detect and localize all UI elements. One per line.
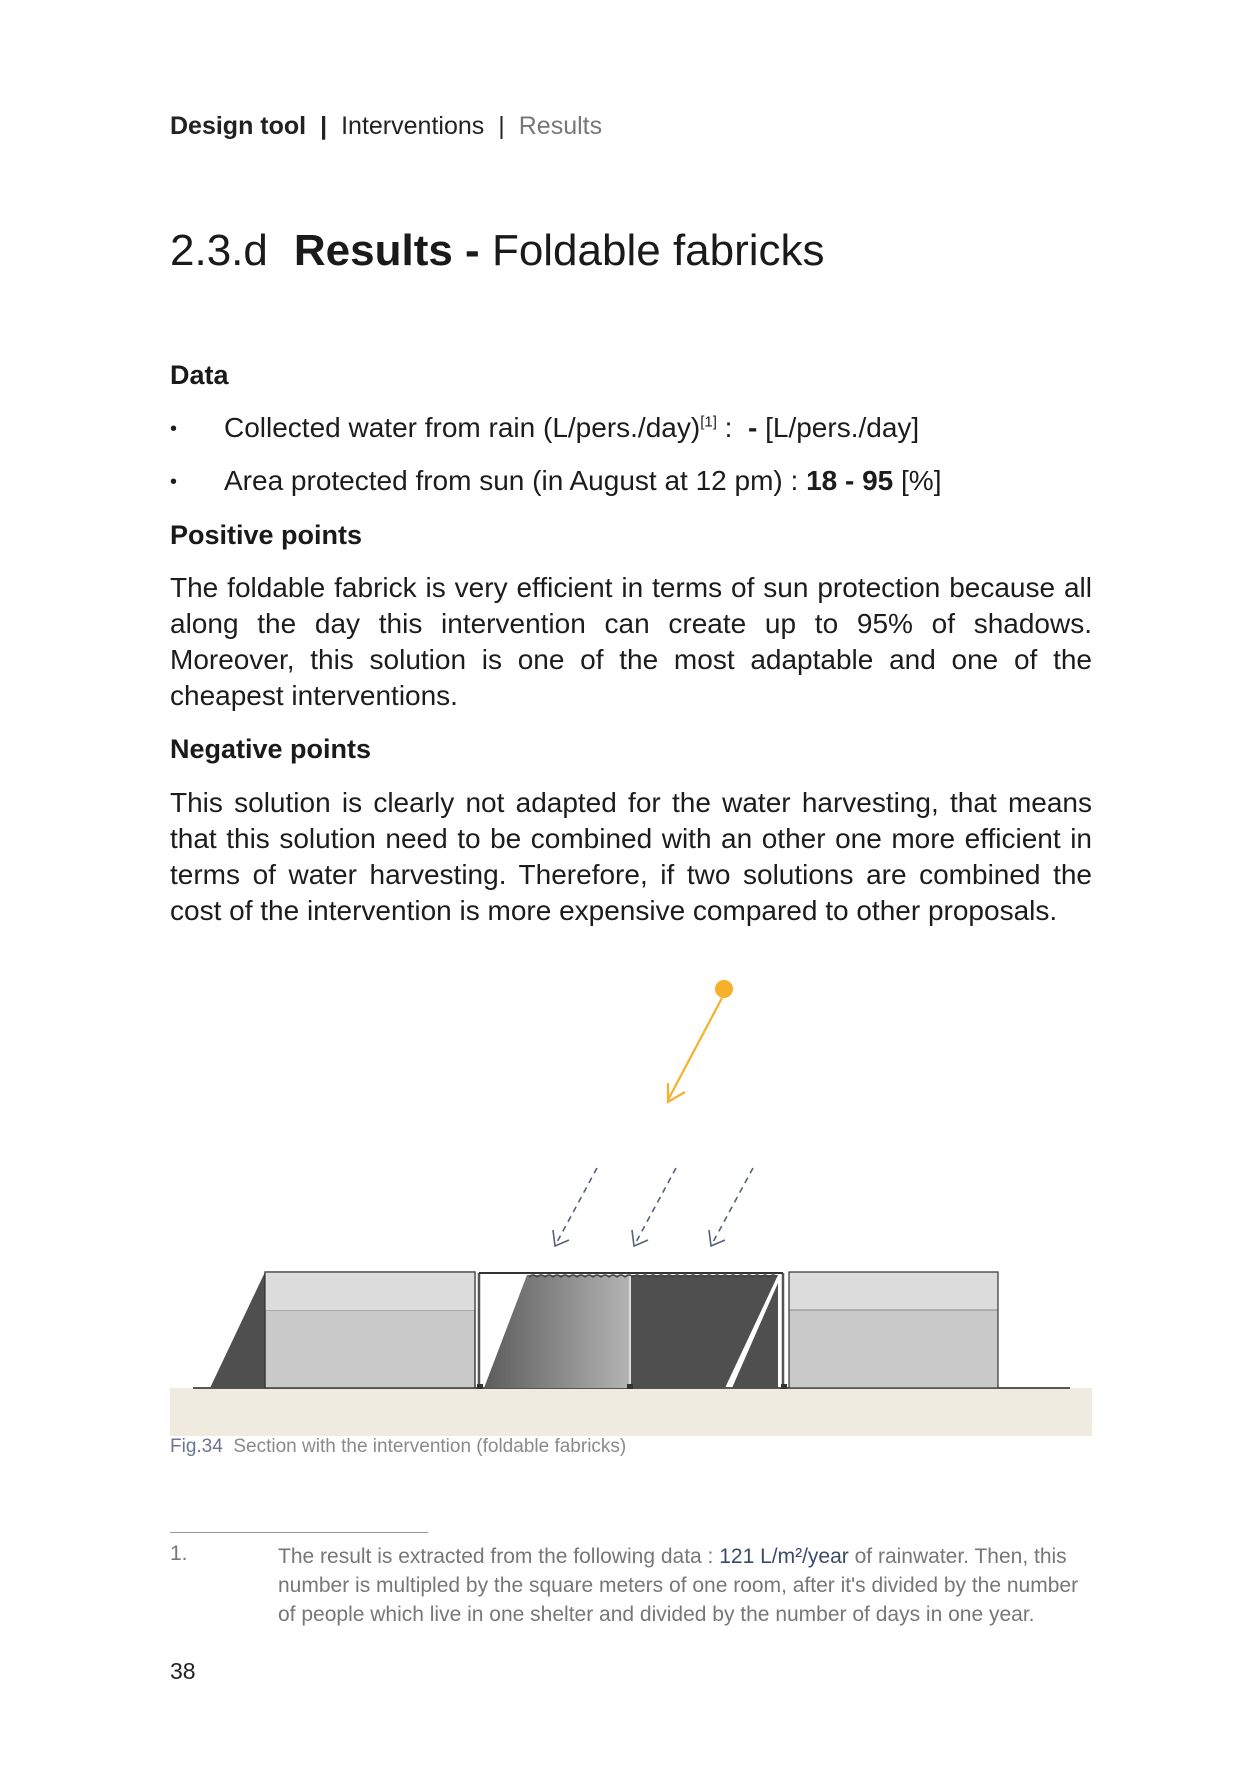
bullet-area-protected: • Area protected from sun (in August at 12 pm) : 18 - 95 [%] xyxy=(170,465,942,496)
breadcrumb-item-results: Results xyxy=(518,112,603,140)
footnote-divider xyxy=(170,1532,428,1533)
bullet-dot: • xyxy=(170,471,178,494)
footnote-ref: [1] xyxy=(700,413,717,431)
breadcrumb-item-interventions: Interventions xyxy=(341,112,485,140)
positive-points-text: The foldable fabrick is very efficient in terms of sun protection because all along the day this intervention can create up to 95% of shadows. Moreover, this solution is one of the most adaptable and one of the cheapest interventions. xyxy=(170,572,1092,711)
breadcrumb-item-design-tool: Design tool xyxy=(170,112,307,140)
figure-label: Fig.34 xyxy=(170,1436,223,1457)
sun-ray-arrow xyxy=(668,998,722,1100)
footnote-text: The result is extracted from the following data : 121 L/m²/year of rainwater. Then, this number is multipled by the square meters of one room, after it's divided by the number of people which live in one shelter and divided by the number of days in one year. xyxy=(278,1545,1079,1626)
sun-icon xyxy=(715,980,733,998)
fabric-shadow-gradient xyxy=(484,1275,630,1388)
data-heading: Data xyxy=(170,360,229,390)
positive-points-heading: Positive points xyxy=(170,520,363,550)
rain-arrow xyxy=(556,1168,597,1244)
negative-points-heading: Negative points xyxy=(170,734,372,764)
rain-arrow xyxy=(635,1168,676,1244)
page-number: 38 xyxy=(170,1658,196,1684)
footnote-number: 1. xyxy=(170,1542,188,1565)
negative-points-text: This solution is clearly not adapted for the water harvesting, that means that this solution need to be combined with an other one more efficient in terms of water harvesting. Therefore, if two solutions are combined the cost of the intervention is more expensive compared to other proposals. xyxy=(170,787,1092,926)
breadcrumb-separator: | xyxy=(498,112,505,140)
figure-caption: Fig.34 Section with the intervention (foldable fabricks) xyxy=(170,1436,627,1457)
title-bold: Results - xyxy=(293,226,480,275)
rain-arrow xyxy=(712,1168,753,1244)
breadcrumb-separator: | xyxy=(320,112,328,140)
left-building-shadow xyxy=(210,1272,265,1388)
title-rest: Foldable fabricks xyxy=(491,226,825,275)
bullet-dot: • xyxy=(170,418,178,441)
footnote-highlight: 121 L/m²/year xyxy=(719,1545,849,1568)
ground xyxy=(170,1388,1092,1436)
bullet-collected-water: • Collected water from rain (L/pers./day)[1] : - [L/pers./day] xyxy=(170,412,920,443)
section-number: 2.3.d xyxy=(170,226,268,275)
